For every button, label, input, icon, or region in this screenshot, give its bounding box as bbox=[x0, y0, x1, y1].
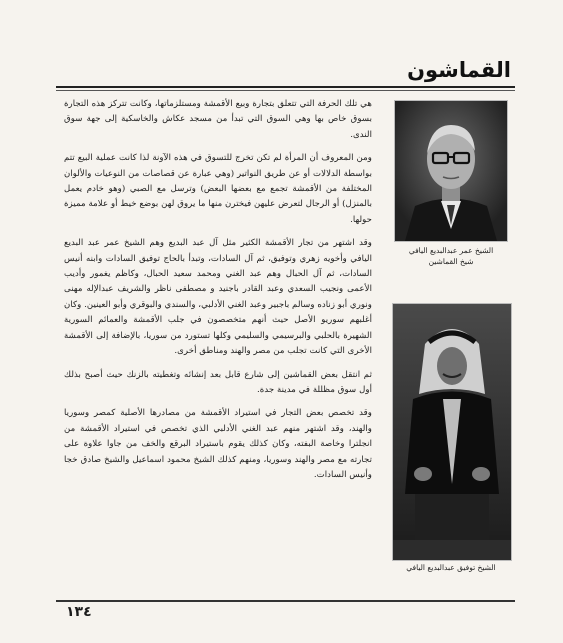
article-body bbox=[64, 97, 372, 595]
photo-1-caption bbox=[394, 245, 508, 267]
page-number: ١٣٤ bbox=[66, 604, 92, 620]
footer-rule bbox=[56, 600, 515, 602]
title-rule bbox=[56, 86, 515, 88]
portrait-photo-1 bbox=[394, 100, 508, 242]
page-title: القماشون bbox=[407, 58, 511, 82]
paragraph-4: ثم انتقل بعض القماشين إلى شارع قابل بعد إنشائه وتغطيته بالزنك حيث أصبح بذلك أول سوق مظللة في مدينة جدة. bbox=[64, 369, 372, 395]
paragraph-1: هي تلك الحرفة التي تتعلق بتجارة وبيع الأقمشة ومستلزماتها، وكانت تتركز هذه التجارة بسوق خاص بها وهي السوق التي تبدأ من مسجد عكاش والخاسكية إلى جهة سوق الندى. bbox=[64, 99, 372, 140]
photo-1-caption-name: الشيخ عمر عبدالبديع اليافي bbox=[408, 246, 494, 255]
portrait-photo-2 bbox=[392, 303, 512, 561]
paragraph-3: وقد اشتهر من تجار الأقمشة الكثير مثل آل عبد البديع وهم الشيخ عمر عبد البديع اليافي وأخويه زهري وتوفيق، ثم آل السادات، وتبدأ بالحاج توفيق السادات وابنه أنيس السادات، ثم آل الحبال وهم عبد الغني ومحمد سعيد الحبال، وكاظم يغمور وأديب الأعمى ونجيب السعدي وعبد القادر باجنيد و مصطفى ناظر والشريف عبدالإله مهنى ونوري أبو زناده وسالم باجبير وعبد الغني الأدلبي، والسندي والبوقري وأبو العينين. وكان أغلبهم سوريو الأصل حيث أنهم متخصصون في جلب الأقمشة والعمائم السورية الشهيرة بالحلبي والبرسيمي والسليمي وكلها تستورد من سوريا، بالإضافة إلى الأقمشة الأخرى التي كانت تجلب من مصر والهند ومناطق أخرى. bbox=[64, 238, 372, 357]
portrait-2-image bbox=[393, 304, 511, 560]
title-rule-thin bbox=[56, 90, 515, 91]
photo-1-caption-title: شيخ القماشين bbox=[428, 257, 474, 266]
photo-2-caption: الشيخ توفيق عبدالبديع اليافي bbox=[406, 563, 496, 572]
paragraph-2: ومن المعروف أن المرأة لم تكن تخرج للتسوق في هذه الآونة لذا كانت عملية البيع تتم بواسطة الدلالات أو عن طريق النواتير (وهي عبارة عن قصاصات من النوعيات والألوان المختلفة من الأقمشة تجمع مع بعضها البعض) وترسل مع الصبي (وهو خادم يعمل بالمنزل) أو الرجال لتعرض عليهن فيخترن منها ما يروق لهن بوضع خيط أو علامة مميزة حولها. bbox=[64, 153, 372, 225]
paragraph-5: وقد تخصص بعض التجار في استيراد الأقمشة من مصادرها الأصلية كمصر وسوريا والهند، وقد اشتهر منهم عبد الغني الأدلبي الذي تخصص في استيراد الأقمشة من انجلترا وخاصة البفته، وكان كذلك يقوم باستيراد البرقع والخف من جاوا علاوة على تجارته مع مصر والهند وسوريا، ومنهم كذلك الشيخ محمود اسماعيل والشيخ صادق خجا وأنيس السادات. bbox=[64, 408, 372, 480]
portrait-1-image bbox=[395, 101, 507, 241]
